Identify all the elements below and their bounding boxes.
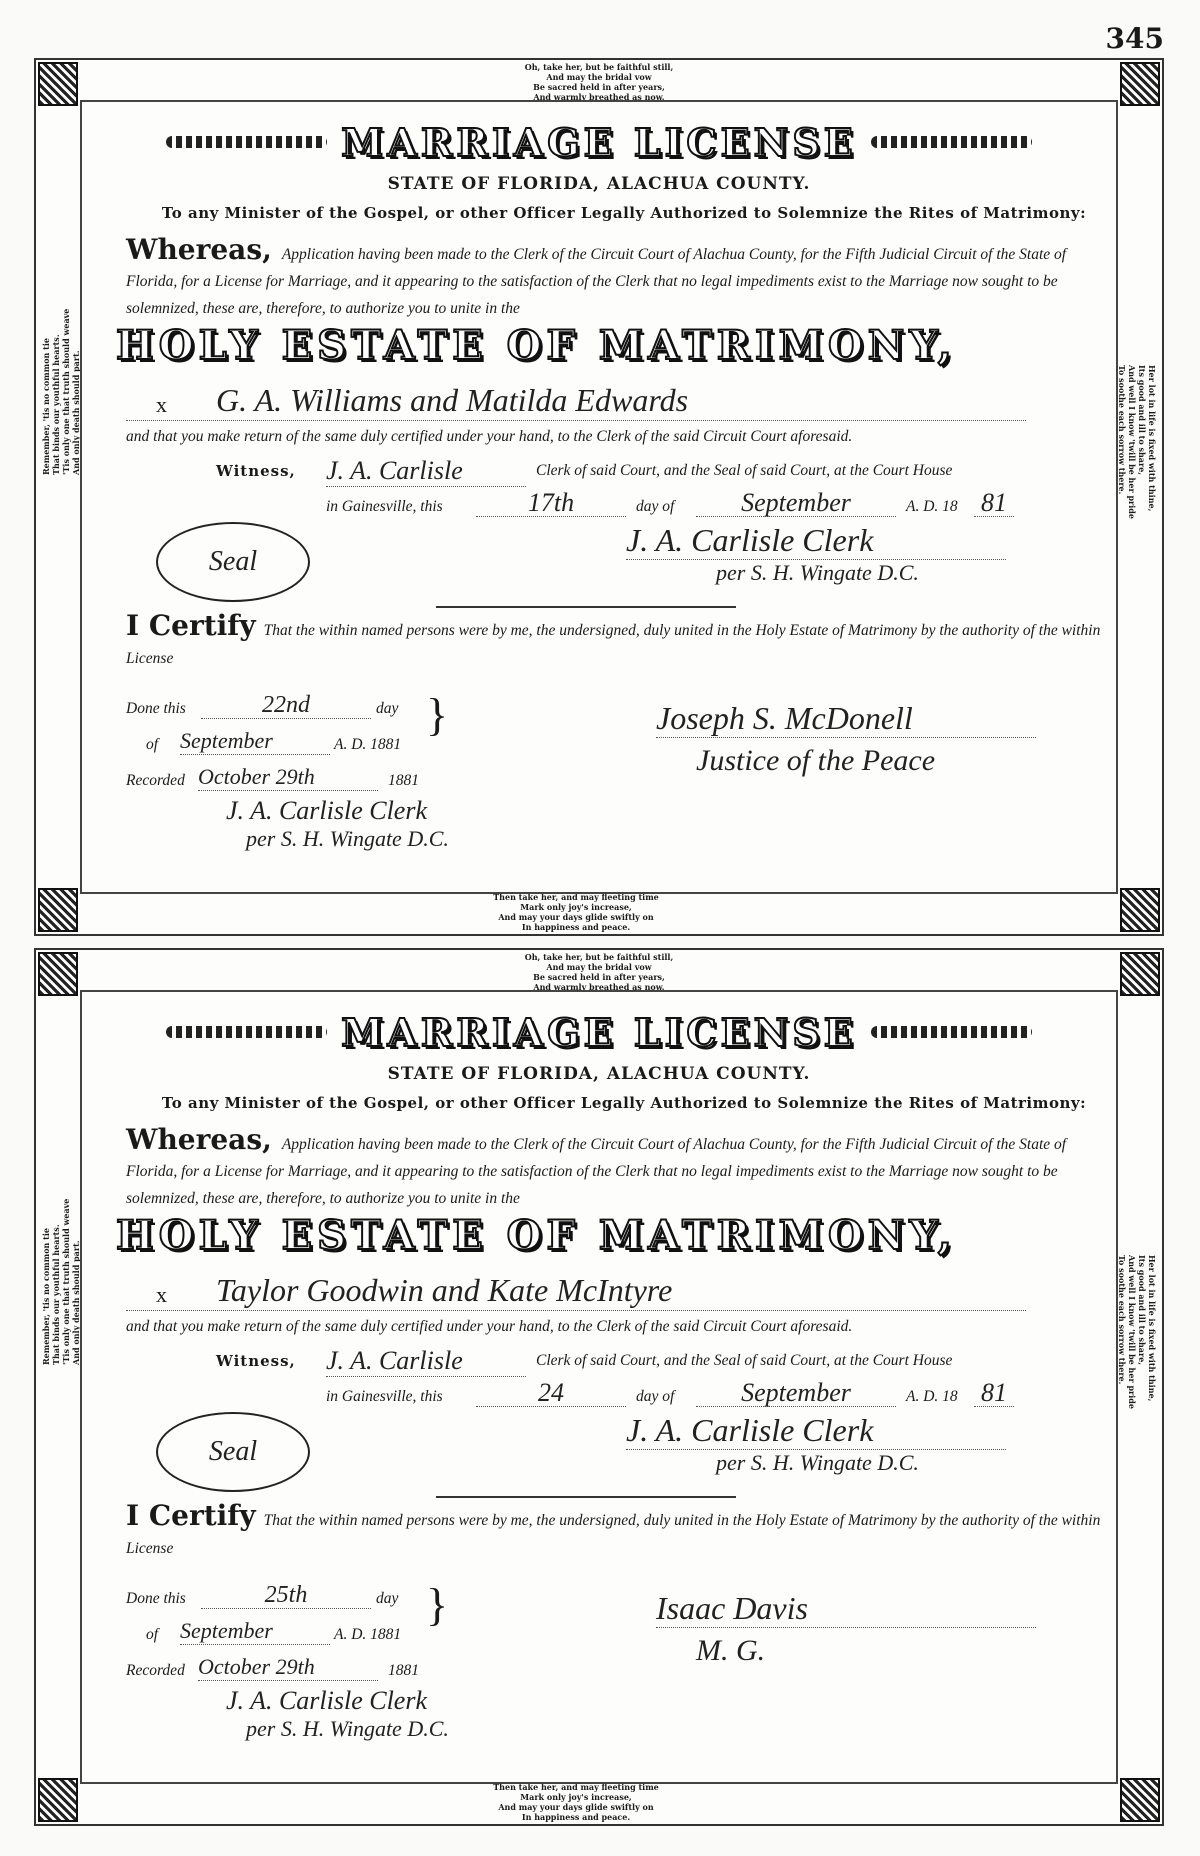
done-row: [126, 1582, 426, 1612]
recorded-year: 1881: [388, 772, 419, 789]
flourish-icon: [166, 136, 327, 148]
witness-row: [216, 1346, 1116, 1378]
couple-names: Taylor Goodwin and Kate McIntyre: [216, 1272, 673, 1308]
whereas-paragraph: [126, 233, 1116, 322]
holy-estate-heading: HOLY ESTATE OF MATRIMONY,: [116, 322, 957, 369]
certify-paragraph: [126, 609, 1126, 673]
page-number: 345: [1105, 22, 1164, 55]
clerk-signature: [626, 522, 1006, 594]
officiant-title: M. G.: [696, 1634, 766, 1667]
ad-label: A. D. 18: [906, 498, 958, 515]
officiant-signature: [656, 1590, 1036, 1680]
clerk-signature: [626, 1412, 1006, 1484]
whereas-heading: Whereas,: [126, 233, 272, 266]
certify-text: That the within named persons were by me, the undersigned, duly united in the Holy Estate of Matrimony by the authority of the within License: [126, 1512, 1101, 1557]
left-verse: Remember, 'tis no common tie That binds our youthful hearts. 'Tis only one that truth should weave And only death should part.: [41, 1198, 81, 1365]
address-line: To any Minister of the Gospel, or other Officer Legally Authorized to Solemnize the Rites of Matrimony:: [161, 204, 1087, 222]
bottom-verse: Then take her, and may fleeting time Mark only joy's increase, And may your days glide swiftly on In happiness and peace.: [493, 892, 659, 932]
brace-icon: }: [426, 1579, 449, 1630]
return-text: and that you make return of the same duly certified under your hand, to the Clerk of the said Circuit Court aforesaid.: [126, 428, 853, 445]
clerk-signature-line2: per S. H. Wingate D.C.: [716, 1450, 919, 1475]
done-ad: A. D. 1881: [334, 736, 402, 753]
ornament-corner-icon: [38, 1778, 78, 1822]
names-field: [126, 1270, 1026, 1311]
recorded-row: [126, 1654, 456, 1684]
ornament-corner-icon: [1120, 1778, 1160, 1822]
certify-heading: I Certify: [126, 1499, 256, 1532]
license-title: MARRIAGE LICENSE: [341, 119, 857, 165]
issue-month: September: [696, 488, 896, 517]
whereas-text: Application having been made to the Clerk of the Circuit Court of Alachua County, for the Fifth Judicial Circuit of the State of Florida, for a License for Marriage, and it appearing to the satisfaction of the Clerk that no legal impediments exist to the Marriage now sought to be solemnized, these are, therefore, to authorize you to unite in the: [126, 246, 1067, 317]
witness-label: Witness,: [216, 1352, 296, 1370]
recording-clerk-line2: per S. H. Wingate D.C.: [246, 1716, 449, 1741]
seal-text: Seal: [208, 1436, 258, 1467]
of-label: of: [146, 1626, 159, 1643]
witness-row: [216, 456, 1116, 488]
flourish-icon: [166, 1026, 327, 1038]
done-day: 22nd: [201, 692, 371, 719]
done-this-label: Done this: [126, 700, 186, 717]
issue-year: 81: [974, 1378, 1014, 1407]
whereas-text: Application having been made to the Clerk of the Circuit Court of Alachua County, for the Fifth Judicial Circuit of the State of Florida, for a License for Marriage, and it appearing to the satisfaction of the Clerk that no legal impediments exist to the Marriage now sought to be solemnized, these are, therefore, to authorize you to unite in the: [126, 1136, 1067, 1207]
right-verse: Her lot in life is fixed with thine, Its good and ill to share, And well I know 'twill be her pride To soothe each sorrow there.: [1117, 365, 1157, 519]
officiant-title: Justice of the Peace: [696, 744, 936, 777]
ornament-corner-icon: [38, 888, 78, 932]
right-verse: Her lot in life is fixed with thine, Its good and ill to share, And well I know 'twill be her pride To soothe each sorrow there.: [1117, 1255, 1157, 1409]
couple-names: G. A. Williams and Matilda Edwards: [216, 382, 689, 418]
brace-icon: }: [426, 689, 449, 740]
witness-signature: J. A. Carlisle: [326, 456, 526, 487]
witness-text: Clerk of said Court, and the Seal of said Court, at the Court House: [536, 462, 953, 479]
done-month: September: [180, 1618, 330, 1645]
recorded-label: Recorded: [126, 1662, 185, 1679]
issue-month: September: [696, 1378, 896, 1407]
clerk-signature-line2: per S. H. Wingate D.C.: [716, 560, 919, 585]
of-row: [146, 728, 446, 758]
seal-stamp: [156, 1412, 310, 1492]
in-gainesville-label: in Gainesville, this: [326, 1388, 443, 1405]
divider: [436, 606, 736, 608]
names-field: [126, 380, 1026, 421]
state-county: STATE OF FLORIDA, ALACHUA COUNTY.: [387, 1064, 811, 1084]
state-county: STATE OF FLORIDA, ALACHUA COUNTY.: [387, 174, 811, 194]
issue-day: 17th: [476, 488, 626, 517]
clerk-signature-line1: J. A. Carlisle Clerk: [626, 1412, 1006, 1450]
x-mark: x: [156, 392, 167, 417]
witness-signature: J. A. Carlisle: [326, 1346, 526, 1377]
recording-clerk-line2: per S. H. Wingate D.C.: [246, 826, 449, 851]
ad-label: A. D. 18: [906, 1388, 958, 1405]
flourish-icon: [871, 1026, 1032, 1038]
day-label: day: [376, 1590, 399, 1607]
issue-date-row: [326, 1378, 1106, 1412]
title-row: [166, 119, 1032, 165]
return-text: and that you make return of the same duly certified under your hand, to the Clerk of the said Circuit Court aforesaid.: [126, 1318, 853, 1335]
left-verse: Remember, 'tis no common tie That binds our youthful hearts. 'Tis only one that truth should weave And only death should part.: [41, 308, 81, 475]
holy-estate-heading: HOLY ESTATE OF MATRIMONY,: [116, 1212, 957, 1259]
ornament-corner-icon: [1120, 888, 1160, 932]
day-label: day: [376, 700, 399, 717]
bottom-verse: Then take her, and may fleeting time Mark only joy's increase, And may your days glide swiftly on In happiness and peace.: [493, 1782, 659, 1822]
in-gainesville-label: in Gainesville, this: [326, 498, 443, 515]
done-day: 25th: [201, 1582, 371, 1609]
day-of-label: day of: [636, 1388, 675, 1405]
seal-text: Seal: [208, 546, 258, 577]
recorded-row: [126, 764, 456, 794]
done-this-label: Done this: [126, 1590, 186, 1607]
recording-clerk-line1: J. A. Carlisle Clerk: [226, 796, 428, 825]
whereas-heading: Whereas,: [126, 1123, 272, 1156]
flourish-icon: [871, 136, 1032, 148]
recorded-year: 1881: [388, 1662, 419, 1679]
witness-label: Witness,: [216, 462, 296, 480]
certify-heading: I Certify: [126, 609, 256, 642]
issue-year: 81: [974, 488, 1014, 517]
officiant-name: Isaac Davis: [656, 1590, 1036, 1628]
top-verse: Oh, take her, but be faithful still, And may the bridal vow Be sacred held in after years, And warmly breathed as now.: [524, 62, 674, 102]
certify-paragraph: [126, 1499, 1126, 1563]
seal-stamp: [156, 522, 310, 602]
recording-clerk-signature: [226, 796, 486, 852]
certify-text: That the within named persons were by me, the undersigned, duly united in the Holy Estate of Matrimony by the authority of the within License: [126, 622, 1101, 667]
address-line: To any Minister of the Gospel, or other Officer Legally Authorized to Solemnize the Rites of Matrimony:: [161, 1094, 1087, 1112]
x-mark: x: [156, 1282, 167, 1307]
of-label: of: [146, 736, 159, 753]
license-title: MARRIAGE LICENSE: [341, 1009, 857, 1055]
marriage-license: [34, 58, 1164, 936]
done-ad: A. D. 1881: [334, 1626, 402, 1643]
recorded-date: October 29th: [198, 764, 378, 791]
recorded-label: Recorded: [126, 772, 185, 789]
recording-clerk-signature: [226, 1686, 486, 1742]
clerk-signature-line1: J. A. Carlisle Clerk: [626, 522, 1006, 560]
whereas-paragraph: [126, 1123, 1116, 1212]
witness-text: Clerk of said Court, and the Seal of said Court, at the Court House: [536, 1352, 953, 1369]
done-row: [126, 692, 426, 722]
officiant-name: Joseph S. McDonell: [656, 700, 1036, 738]
title-row: [166, 1009, 1032, 1055]
divider: [436, 1496, 736, 1498]
done-month: September: [180, 728, 330, 755]
day-of-label: day of: [636, 498, 675, 515]
marriage-license: [34, 948, 1164, 1826]
recording-clerk-line1: J. A. Carlisle Clerk: [226, 1686, 428, 1715]
officiant-signature: [656, 700, 1036, 790]
issue-day: 24: [476, 1378, 626, 1407]
issue-date-row: [326, 488, 1106, 522]
recorded-date: October 29th: [198, 1654, 378, 1681]
of-row: [146, 1618, 446, 1648]
top-verse: Oh, take her, but be faithful still, And may the bridal vow Be sacred held in after years, And warmly breathed as now.: [524, 952, 674, 992]
